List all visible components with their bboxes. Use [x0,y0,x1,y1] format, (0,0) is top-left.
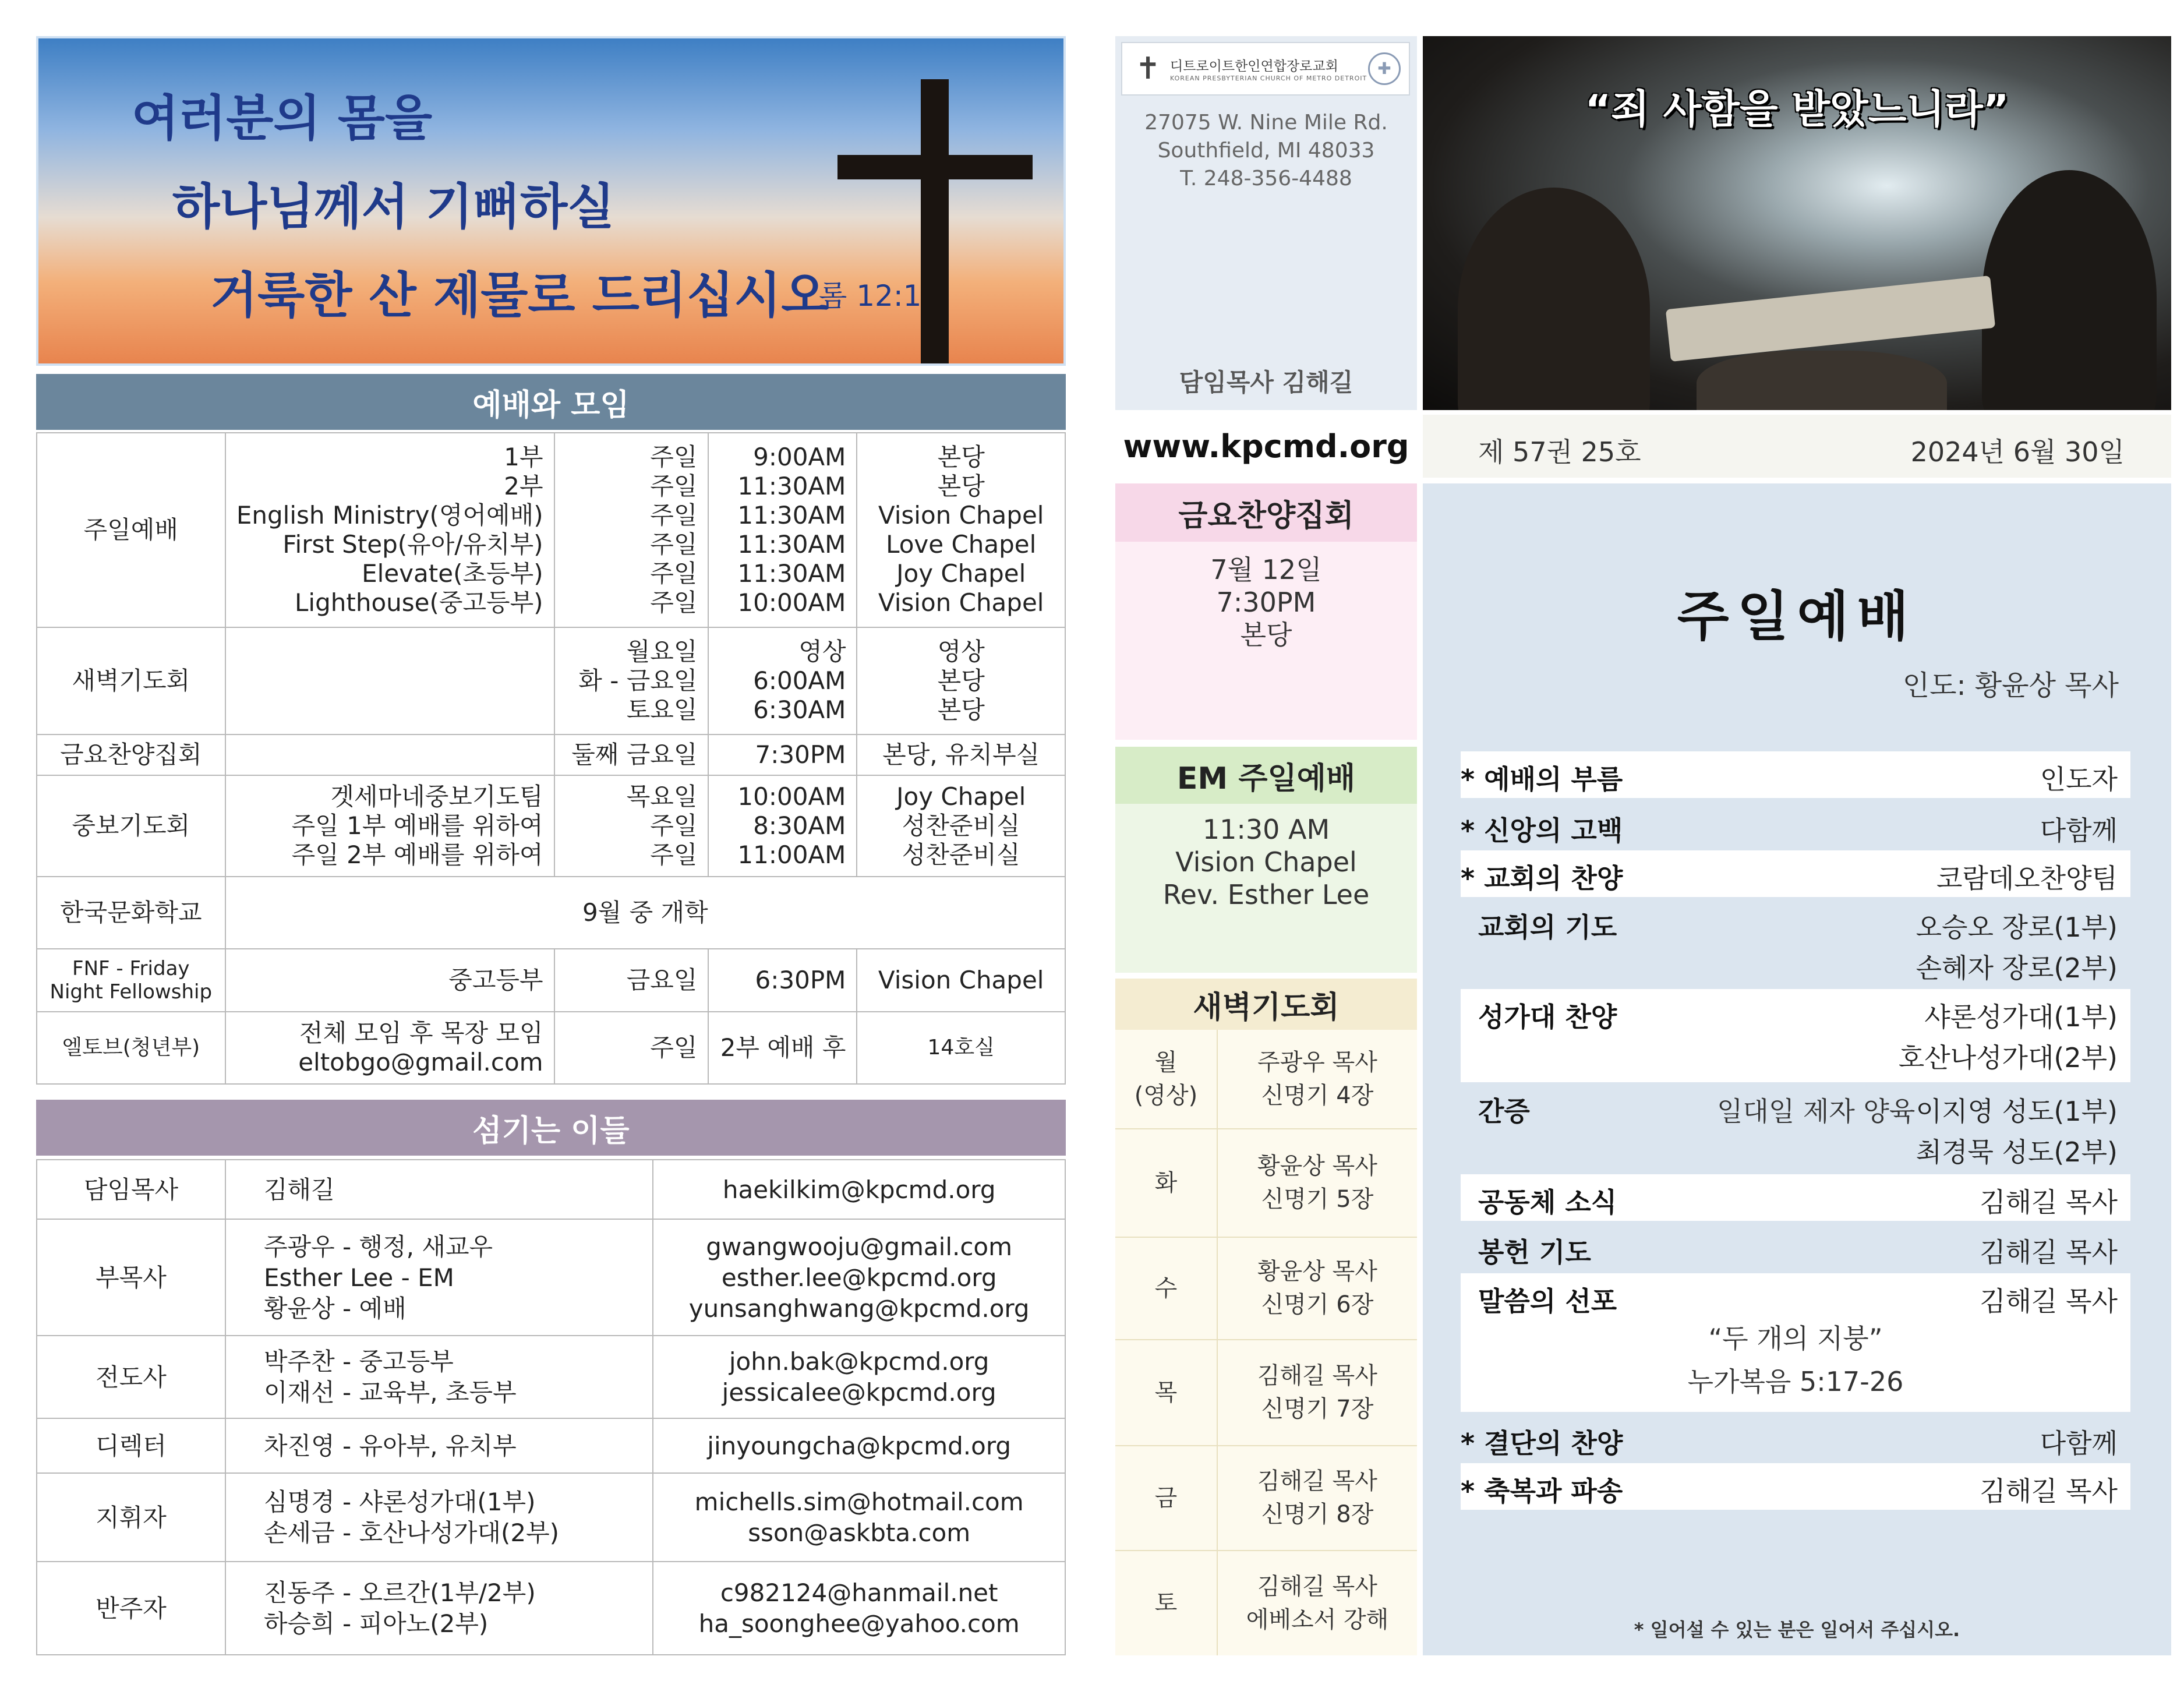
staff-name: 차진영 - 유아부, 유치부 [263,1431,517,1460]
issue-date: 2024년 6월 30일 [1910,436,2125,468]
service-day: 주일 [650,588,698,617]
staff-email[interactable]: esther.lee@kpcmd.org [721,1263,997,1292]
email-cell [653,1473,1065,1562]
name-cell [225,1418,653,1473]
role-cell [37,1418,225,1473]
staff-name: 손세금 - 호산나성가대(2부) [263,1519,560,1547]
dawn-text: 신명기 7장 [1261,1396,1374,1422]
category-cell [37,949,225,1012]
friday-title: 금요찬양집회 [1178,498,1354,534]
logo-name: 디트로이트한인연합장로교회 [1170,59,1338,74]
service-place: 성찬준비실 [902,811,1020,840]
staff-email[interactable]: gwangwooju@gmail.com [706,1232,1013,1261]
category-cell [37,734,225,775]
day-note: (영상) [1134,1082,1198,1109]
service-time: 10:00AM [737,588,846,617]
role-label: 전도사 [96,1362,167,1392]
dawn-text: 신명기 4장 [1261,1082,1374,1109]
order-item-person: 다함께 [2040,815,2118,846]
staff-email[interactable]: haekilkim@kpcmd.org [722,1175,996,1204]
time-cell [708,734,857,775]
table-row [37,627,1065,734]
hero-verse-reference: 롬 12:1 [819,279,922,313]
worship-leader: 인도: 황윤상 목사 [1902,669,2119,702]
name-cell [225,1219,653,1336]
service-place: Joy Chapel [896,559,1026,588]
category-label: 엘토브(청년부) [62,1036,200,1060]
service-name: English Ministry(영어예배) [236,501,543,529]
dawn-day [1115,1237,1217,1340]
day-cell [554,627,709,734]
dawn-detail [1217,1237,1417,1340]
service-time: 11:30AM [737,559,846,588]
friday-worship-header [1115,483,1417,542]
dawn-detail [1217,1340,1417,1446]
staff-email[interactable]: ha_soonghee@yahoo.com [698,1609,1020,1638]
table-row [1115,1129,1417,1237]
staff-name: 김해길 [263,1175,335,1204]
table-row [37,1219,1065,1336]
service-time: 6:00AM [753,666,846,695]
service-day: 금요일 [626,966,698,994]
staff-name: 심명경 - 샤론성가대(1부) [263,1488,536,1516]
names-cell [225,775,554,877]
day-cell [554,433,709,627]
email-cell [653,1562,1065,1655]
time-cell [708,433,857,627]
order-item [1461,1083,2130,1171]
em-place: Vision Chapel [1175,846,1357,878]
day-label: 금 [1154,1484,1178,1512]
name-cell [225,1562,653,1655]
dawn-prayer-header [1115,979,1417,1030]
category-cell [37,1012,225,1084]
dawn-leader: 주광우 목사 [1257,1048,1377,1076]
time-cell [708,949,857,1012]
order-item [1461,1174,2130,1221]
service-name: First Step(유아/유치부) [282,530,543,559]
dawn-text: 신명기 8장 [1261,1501,1374,1528]
category-cell [37,775,225,877]
table-row [1115,1340,1417,1446]
service-name: Elevate(초등부) [362,559,543,588]
stretcher-shape [1666,276,1995,362]
order-item-person: 오승오 장로(1부) [1916,912,2118,943]
school-schedule: 9월 중 개학 [582,898,708,927]
order-of-worship [1423,483,2171,1655]
cross-image [921,79,949,366]
order-item-person: 호산나성가대(2부) [1898,1042,2118,1073]
email-cell [653,1160,1065,1219]
church-phone: T. 248-356-4488 [1180,167,1352,190]
role-label: 지휘자 [96,1503,167,1532]
church-logo [1121,42,1410,96]
church-address-street: 27075 W. Nine Mile Rd. [1144,111,1388,135]
service-day: 둘째 금요일 [571,740,698,769]
dawn-leader: 김해길 목사 [1257,1362,1377,1389]
table-row [37,1562,1065,1655]
day-cell [554,734,709,775]
service-name: 주일 2부 예배를 위하여 [291,841,543,869]
service-place: Vision Chapel [878,966,1044,994]
church-website[interactable] [1115,415,1417,478]
em-worship-header [1115,747,1417,804]
category-cell [37,433,225,627]
order-item [1461,1415,2130,1462]
day-label: 토 [1154,1590,1178,1616]
names-cell [225,949,554,1012]
dawn-text: 신명기 6장 [1261,1291,1374,1318]
staff-name: 황윤상 - 예배 [263,1294,407,1323]
time-cell [708,775,857,877]
table-row [37,949,1065,1012]
dawn-title: 새벽기도회 [1193,990,1340,1025]
service-place: 본당 [937,695,985,724]
category-cell [37,627,225,734]
staff-email[interactable]: jinyoungcha@kpcmd.org [707,1431,1012,1460]
service-place: 본당, 유치부실 [882,740,1040,769]
service-place: 영상 [937,637,985,666]
name-cell [225,1473,653,1562]
order-item-person: 최경묵 성도(2부) [1916,1136,2118,1168]
service-name: 겟세마네중보기도팀 [330,782,543,811]
service-place: 본당 [937,472,985,500]
email-cell [653,1219,1065,1336]
website-link[interactable]: www.kpcmd.org [1123,428,1409,465]
logo-subtitle: KOREAN PRESBYTERIAN CHURCH OF METRO DETROIT [1170,75,1367,82]
service-time: 6:30AM [753,695,846,724]
order-item-person: 코람데오찬양팀 [1936,863,2118,894]
order-item-label: 공동체 소식 [1478,1186,1617,1218]
service-day: 주일 [650,530,698,559]
hero-verse-line-1: 여러분의 몸을 [132,90,433,147]
role-label: 부목사 [96,1263,167,1292]
sermon-title: “두 개의 지붕” [1708,1323,1883,1354]
order-item-person: 이지영 성도(1부) [1916,1096,2118,1127]
worship-table [36,432,1066,1085]
table-row [37,1336,1065,1418]
hero-banner [36,36,1066,366]
order-item-person: 김해길 목사 [1980,1475,2118,1507]
staff-table [36,1159,1066,1655]
service-day: 토요일 [626,695,698,724]
dawn-detail [1217,1551,1417,1655]
staff-name: 하승희 - 피아노(2부) [263,1609,489,1638]
time-cell [708,1012,857,1084]
email-cell [653,1336,1065,1418]
service-place: Vision Chapel [878,588,1044,617]
time-cell [708,627,857,734]
dawn-leader: 황윤상 목사 [1257,1153,1377,1180]
worship-header-label: 예배와 모임 [472,387,630,423]
table-row [37,1012,1065,1084]
table-row [37,775,1065,877]
service-name: 1부 [504,443,543,471]
names-cell [225,1012,554,1084]
dawn-text: 에베소서 강해 [1246,1606,1389,1633]
friday-date: 7월 12일 [1210,554,1322,585]
names-cell [225,734,554,775]
dawn-leader: 김해길 목사 [1257,1468,1377,1495]
place-cell [857,433,1065,627]
service-time: 9:00AM [753,443,846,471]
day-label: 목 [1154,1379,1178,1406]
service-day: 월요일 [626,637,698,666]
service-time: 7:30PM [755,740,846,769]
table-row [37,1160,1065,1219]
figure-silhouette [1458,188,1650,410]
day-label: 수 [1154,1274,1178,1302]
category-label: 중보기도회 [72,811,190,840]
service-time: 6:30PM [755,966,846,994]
issue-number: 제 57권 25호 [1478,436,1641,468]
dawn-detail [1217,1446,1417,1551]
role-cell [37,1336,225,1418]
table-row [1115,1030,1417,1129]
staff-email[interactable]: yunsanghwang@kpcmd.org [688,1294,1030,1323]
church-cross-icon: ✝ [1135,51,1161,86]
role-label: 반주자 [96,1594,167,1623]
dawn-day [1115,1551,1217,1655]
staff-email[interactable]: c982124@hanmail.net [720,1578,998,1607]
names-cell [225,627,554,734]
place-cell [857,949,1065,1012]
em-title: EM 주일예배 [1176,761,1356,796]
staff-email[interactable]: john.bak@kpcmd.org [729,1347,989,1376]
service-place: 본당 [937,443,985,471]
hero-verse-line-3: 거룩한 산 제물로 드리십시오 [210,267,829,324]
staff-email[interactable]: michells.sim@hotmail.com [694,1488,1024,1516]
order-item [1461,989,2130,1082]
service-time: 11:30AM [737,501,846,529]
place-cell [857,775,1065,877]
table-row [37,877,1065,949]
dawn-leader: 황윤상 목사 [1257,1258,1377,1285]
service-day: 주일 [650,472,698,500]
category-label: 한국문화학교 [60,898,202,927]
order-item-label: 봉헌 기도 [1478,1237,1591,1268]
order-item-person: 손혜자 장로(2부) [1916,952,2118,984]
service-time: 8:30AM [753,811,846,840]
staff-header-label: 섬기는 이들 [472,1113,630,1149]
service-day: 목요일 [626,782,698,811]
order-item-label: * 결단의 찬양 [1461,1428,1623,1459]
service-time: 10:00AM [737,782,846,811]
order-item [1461,803,2130,849]
friday-place: 본당 [1240,619,1292,651]
role-label: 담임목사 [83,1175,179,1204]
dawn-detail [1217,1030,1417,1129]
service-time: 11:30AM [737,472,846,500]
order-item-person: 김해길 목사 [1980,1237,2118,1268]
service-name: Lighthouse(중고등부) [295,588,543,617]
role-label: 디렉터 [96,1431,167,1460]
order-item [1461,1273,2130,1412]
order-item [1461,1224,2130,1271]
category-label: 새벽기도회 [72,666,190,695]
senior-pastor-label: 담임목사 김해길 [1179,368,1353,397]
place-cell [857,1012,1065,1084]
order-item-label: * 신앙의 고백 [1461,815,1623,846]
worship-section-header [36,374,1066,430]
role-cell [37,1160,225,1219]
sermon-scripture: 누가복음 5:17-26 [1687,1366,1904,1397]
table-row [37,433,1065,627]
order-item-label: 성가대 찬양 [1478,1001,1617,1033]
em-worship-body [1115,804,1417,973]
order-item-detail: 일대일 제자 양육 [1717,1096,1916,1127]
dawn-day [1115,1446,1217,1551]
day-cell [554,775,709,877]
dawn-day [1115,1129,1217,1237]
staff-email[interactable]: sson@askbta.com [748,1519,971,1547]
service-day: 주일 [650,811,698,840]
dawn-day [1115,1030,1217,1129]
friday-time: 7:30PM [1216,587,1316,618]
order-item-label: 말씀의 선포 [1478,1286,1617,1317]
order-item-label: 교회의 기도 [1478,912,1617,943]
service-day: 주일 [650,1033,698,1062]
service-day: 주일 [650,501,698,529]
staff-name: 이재선 - 교육부, 초등부 [263,1378,517,1407]
role-cell [37,1219,225,1336]
category-label: 금요찬양집회 [60,740,202,769]
place-cell [857,627,1065,734]
service-day: 주일 [650,443,698,471]
service-name: 전체 모임 후 목장 모임 [299,1019,543,1047]
place-cell [857,734,1065,775]
email-cell [653,1418,1065,1473]
day-cell [554,949,709,1012]
service-name: 2부 [504,472,543,500]
order-item-person: 인도자 [2040,764,2118,795]
order-item-label: 간증 [1478,1096,1530,1127]
order-item-label: * 교회의 찬양 [1461,863,1623,894]
role-cell [37,1562,225,1655]
merged-cell [225,877,1065,949]
service-place: Vision Chapel [878,501,1044,529]
logo-text-block [1165,55,1367,82]
order-title: 주일예배 [1677,585,1917,648]
friday-worship-body [1115,542,1417,740]
figure-silhouette [1982,170,2157,410]
table-row [37,734,1065,775]
dawn-detail [1217,1129,1417,1237]
category-cell [37,877,225,949]
service-day: 화 - 금요일 [578,666,698,695]
dawn-day [1115,1340,1217,1446]
church-address-city: Southfield, MI 48033 [1157,139,1375,163]
service-time: 11:00AM [737,841,846,869]
order-item-person: 김해길 목사 [1980,1286,2118,1317]
day-label: 월 [1154,1048,1178,1076]
category-label: 주일예배 [83,515,178,544]
names-cell [225,433,554,627]
service-time: 11:30AM [737,530,846,559]
service-place: 성찬준비실 [902,841,1020,869]
em-time: 11:30 AM [1202,814,1330,845]
issue-bar [1423,415,2171,478]
cross-beam [837,155,1033,179]
table-row [37,1473,1065,1562]
staff-section-header [36,1100,1066,1156]
order-item [1461,751,2130,798]
table-row [37,1418,1065,1473]
category-label: FNF - Friday Night Fellowship [50,957,213,1004]
order-item-label: * 예배의 부름 [1461,764,1623,795]
table-row [1115,1551,1417,1655]
church-info-card [1115,36,1417,410]
name-cell [225,1160,653,1219]
sermon-image-title: “죄 사함을 받았느니라” [1585,87,2009,133]
service-name: 주일 1부 예배를 위하여 [291,811,543,840]
crowd-shape [1697,351,1947,410]
standing-footnote: * 일어설 수 있는 분은 일어서 주십시오. [1634,1619,1960,1641]
order-item [1461,850,2130,897]
dawn-text: 신명기 5장 [1261,1186,1374,1213]
order-item-person: 김해길 목사 [1980,1186,2118,1218]
order-item-person: 샤론성가대(1부) [1924,1001,2118,1033]
youth-email[interactable]: eltobgo@gmail.com [298,1048,543,1076]
service-name: 중고등부 [448,966,543,994]
service-time: 2부 예배 후 [720,1033,846,1062]
order-item-person: 다함께 [2040,1428,2118,1459]
sermon-illustration [1423,36,2171,410]
name-cell [225,1336,653,1418]
order-item-label: * 축복과 파송 [1461,1475,1623,1507]
table-row [1115,1446,1417,1551]
hero-verse-line-2: 하나님께서 기뻐하실 [172,178,615,235]
service-place: 본당 [937,666,985,695]
order-item [1461,1463,2130,1510]
dawn-leader: 김해길 목사 [1257,1573,1377,1600]
service-place: 14호실 [927,1036,995,1060]
dawn-prayer-table [1115,1030,1417,1655]
service-day: 주일 [650,559,698,588]
day-label: 화 [1154,1169,1178,1196]
staff-name: Esther Lee - EM [263,1263,454,1292]
role-cell [37,1473,225,1562]
table-row [1115,1237,1417,1340]
order-item [1461,899,2130,987]
staff-name: 진동주 - 오르간(1부/2부) [263,1578,536,1607]
service-day: 주일 [650,841,698,869]
day-cell [554,1012,709,1084]
em-pastor: Rev. Esther Lee [1162,879,1370,910]
service-place: Joy Chapel [896,782,1026,811]
service-time: 영상 [798,637,846,666]
service-place: Love Chapel [886,530,1037,559]
staff-email[interactable]: jessicalee@kpcmd.org [722,1378,996,1407]
presbyterian-seal-icon: ✚ [1368,52,1401,85]
staff-name: 박주찬 - 중고등부 [263,1347,454,1376]
staff-name: 주광우 - 행정, 새교우 [263,1232,493,1261]
